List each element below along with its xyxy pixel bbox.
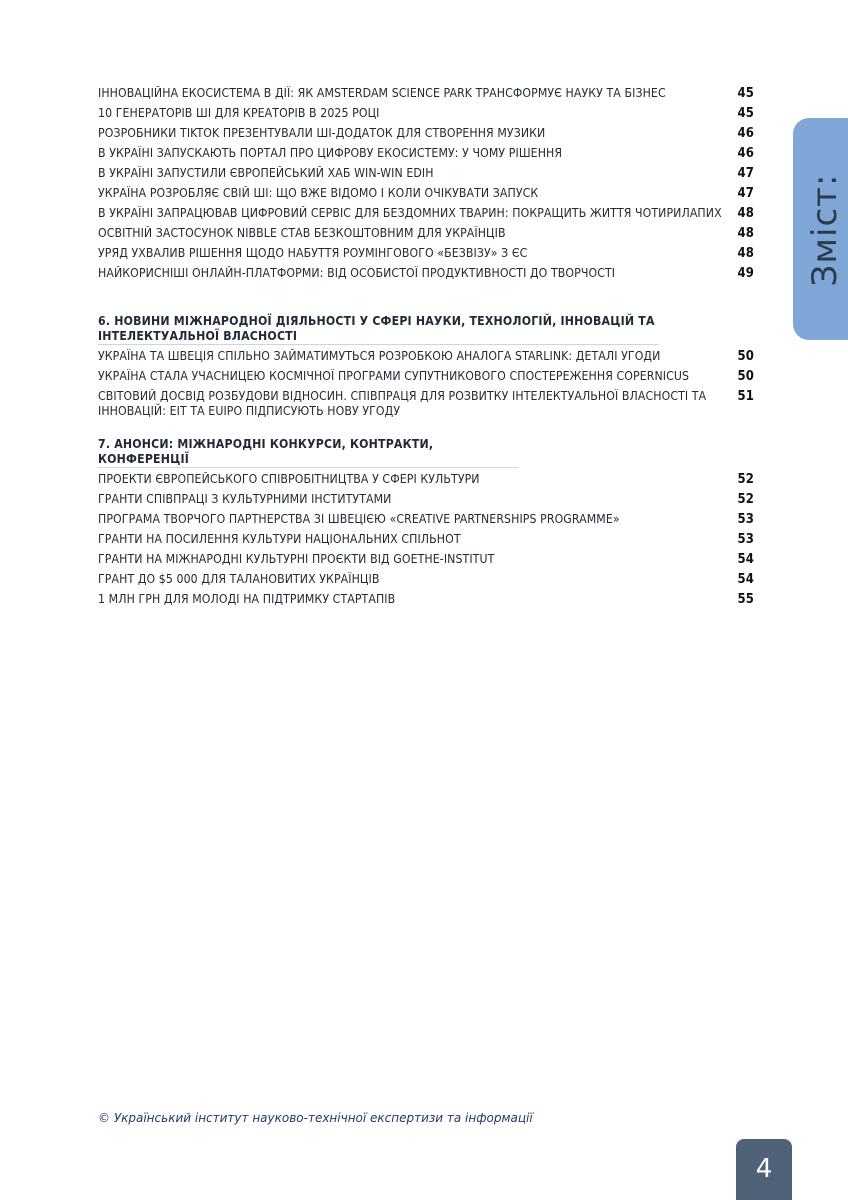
contents-side-label: Зміст:: [805, 173, 845, 287]
footer-copyright: © Український інститут науково-технічної експертизи та інформації: [98, 1111, 533, 1125]
toc-entry[interactable]: ПРОЕКТИ ЄВРОПЕЙСЬКОГО СПІВРОБІТНИЦТВА У СФЕРІ КУЛЬТУРИ 52: [98, 472, 754, 487]
toc-entry[interactable]: УКРАЇНА СТАЛА УЧАСНИЦЕЮ КОСМІЧНОЇ ПРОГРАМИ СУПУТНИКОВОГО СПОСТЕРЕЖЕННЯ COPERNICUS 50: [98, 369, 754, 384]
toc-entry[interactable]: В УКРАЇНІ ЗАПУСТИЛИ ЄВРОПЕЙСЬКИЙ ХАБ WIN-WIN EDIH 47: [98, 166, 754, 181]
section-6-heading: 6. НОВИНИ МІЖНАРОДНОЇ ДІЯЛЬНОСТІ У СФЕРІ НАУКИ, ТЕХНОЛОГІЙ, ІННОВАЦІЙ ТА ІНТЕЛЕКТУАЛЬНОЇ ВЛАСНОСТІ: [98, 314, 658, 345]
toc-entry[interactable]: 1 МЛН ГРН ДЛЯ МОЛОДІ НА ПІДТРИМКУ СТАРТАПІВ 55: [98, 592, 754, 607]
toc-entry[interactable]: ГРАНТ ДО $5 000 ДЛЯ ТАЛАНОВИТИХ УКРАЇНЦІВ 54: [98, 572, 754, 587]
table-of-contents: [98, 86, 754, 612]
section-7-heading: 7. АНОНСИ: МІЖНАРОДНІ КОНКУРСИ, КОНТРАКТИ, КОНФЕРЕНЦІЇ: [98, 437, 518, 468]
toc-entry[interactable]: ГРАНТИ НА ПОСИЛЕННЯ КУЛЬТУРИ НАЦІОНАЛЬНИХ СПІЛЬНОТ 53: [98, 532, 754, 547]
toc-entry[interactable]: В УКРАЇНІ ЗАПРАЦЮВАВ ЦИФРОВИЙ СЕРВІС ДЛЯ БЕЗДОМНИХ ТВАРИН: ПОКРАЩИТЬ ЖИТТЯ ЧОТИРИЛАПИХ 48: [98, 206, 754, 221]
toc-group-section-6: [98, 349, 754, 423]
toc-entry[interactable]: В УКРАЇНІ ЗАПУСКАЮТЬ ПОРТАЛ ПРО ЦИФРОВУ ЕКОСИСТЕМУ: У ЧОМУ РІШЕННЯ 46: [98, 146, 754, 161]
toc-entry[interactable]: ОСВІТНІЙ ЗАСТОСУНОК NIBBLE СТАВ БЕЗКОШТОВНИМ ДЛЯ УКРАЇНЦІВ 48: [98, 226, 754, 241]
page-number-badge: 4: [736, 1139, 792, 1200]
toc-entry[interactable]: 10 ГЕНЕРАТОРІВ ШІ ДЛЯ КРЕАТОРІВ В 2025 РОЦІ 45: [98, 106, 754, 121]
toc-entry[interactable]: СВІТОВИЙ ДОСВІД РОЗБУДОВИ ВІДНОСИН. СПІВПРАЦЯ ДЛЯ РОЗВИТКУ ІНТЕЛЕКТУАЛЬНОЇ ВЛАСНОСТІ ТА ІННОВАЦІЙ: EIT ТА EUIPO ПІДПИСУЮТЬ НОВУ УГОДУ 51: [98, 389, 754, 418]
toc-entry[interactable]: ГРАНТИ НА МІЖНАРОДНІ КУЛЬТУРНІ ПРОЄКТИ ВІД GOETHE-INSTITUT 54: [98, 552, 754, 567]
toc-entry[interactable]: УКРАЇНА ТА ШВЕЦІЯ СПІЛЬНО ЗАЙМАТИМУТЬСЯ РОЗРОБКОЮ АНАЛОГА STARLINK: ДЕТАЛІ УГОДИ 50: [98, 349, 754, 364]
toc-entry[interactable]: УРЯД УХВАЛИВ РІШЕННЯ ЩОДО НАБУТТЯ РОУМІНГОВОГО «БЕЗВІЗУ» З ЄС 48: [98, 246, 754, 261]
toc-entry[interactable]: ГРАНТИ СПІВПРАЦІ З КУЛЬТУРНИМИ ІНСТИТУТАМИ 52: [98, 492, 754, 507]
toc-entry[interactable]: УКРАЇНА РОЗРОБЛЯЄ СВІЙ ШІ: ЩО ВЖЕ ВІДОМО І КОЛИ ОЧІКУВАТИ ЗАПУСК 47: [98, 186, 754, 201]
toc-group-section-7: [98, 472, 754, 612]
toc-group-a: [98, 86, 754, 286]
toc-entry[interactable]: РОЗРОБНИКИ TIKTOK ПРЕЗЕНТУВАЛИ ШІ-ДОДАТОК ДЛЯ СТВОРЕННЯ МУЗИКИ 46: [98, 126, 754, 141]
toc-entry[interactable]: НАЙКОРИСНІШІ ОНЛАЙН-ПЛАТФОРМИ: ВІД ОСОБИСТОЇ ПРОДУКТИВНОСТІ ДО ТВОРЧОСТІ 49: [98, 266, 754, 281]
toc-entry[interactable]: ІННОВАЦІЙНА ЕКОСИСТЕМА В ДІЇ: ЯК AMSTERDAM SCIENCE PARK ТРАНСФОРМУЄ НАУКУ ТА БІЗНЕС 45: [98, 86, 754, 101]
toc-entry[interactable]: ПРОГРАМА ТВОРЧОГО ПАРТНЕРСТВА ЗІ ШВЕЦІЄЮ «CREATIVE PARTNERSHIPS PROGRAMME» 53: [98, 512, 754, 527]
